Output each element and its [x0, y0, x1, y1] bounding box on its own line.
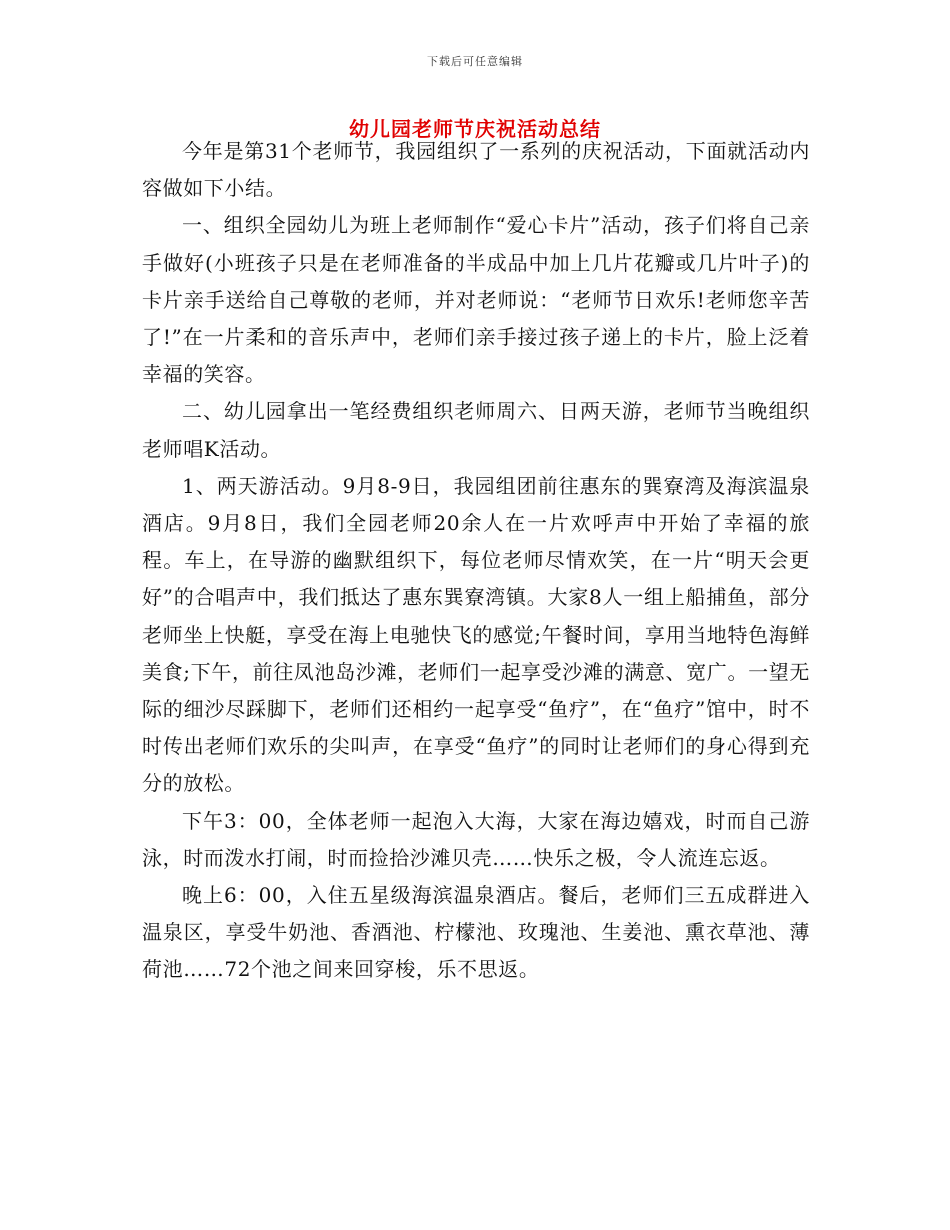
paragraph-intro: 今年是第31个老师节，我园组织了一系列的庆祝活动，下面就活动内容做如下小结。: [142, 139, 810, 201]
paragraph-two-day-trip: 1、两天游活动。9月8-9日，我园组团前往惠东的巽寮湾及海滨温泉酒店。9月8日，我们全园老师20余人在一片欢呼声中开始了幸福的旅程。车上，在导游的幽默组织下，每位老师尽情欢笑，在一片“明天会更好”的合唱声中，我们抵达了惠东巽寮湾镇。大家8人一组上船捕鱼，部分老师坐上快艇，享受在海上电驰快飞的感觉;午餐时间，享用当地特色海鲜美食;下午，前往凤池岛沙滩，老师们一起享受沙滩的满意、宽广。一望无际的细沙尽踩脚下，老师们还相约一起享受“鱼疗”，在“鱼疗”馆中，时不时传出老师们欢乐的尖叫声，在享受“鱼疗”的同时让老师们的身心得到充分的放松。: [142, 473, 810, 796]
paragraph-afternoon-sea: 下午3：00，全体老师一起泡入大海，大家在海边嬉戏，时而自己游泳，时而泼水打闹，时而捡拾沙滩贝壳……快乐之极，令人流连忘返。: [142, 808, 810, 870]
download-note: 下载后可任意编辑: [427, 55, 523, 68]
paragraph-evening-hotspring: 晚上6：00，入住五星级海滨温泉酒店。餐后，老师们三五成群进入温泉区，享受牛奶池、香酒池、柠檬池、玫瑰池、生姜池、熏衣草池、薄荷池……72个池之间来回穿梭，乐不思返。: [142, 883, 810, 982]
document-title: 幼儿园老师节庆祝活动总结: [349, 117, 601, 141]
document-body: [142, 133, 810, 989]
paragraph-trip-plan: 二、幼儿园拿出一笔经费组织老师周六、日两天游，老师节当晚组织老师唱K活动。: [142, 399, 810, 461]
paragraph-love-cards: 一、组织全园幼儿为班上老师制作“爱心卡片”活动，孩子们将自己亲手做好(小班孩子只是在老师准备的半成品中加上几片花瓣或几片叶子)的卡片亲手送给自己尊敬的老师，并对老师说：“老师节日欢乐!老师您辛苦了!”在一片柔和的音乐声中，老师们亲手接过孩子递上的卡片，脸上泛着幸福的笑容。: [142, 213, 810, 387]
